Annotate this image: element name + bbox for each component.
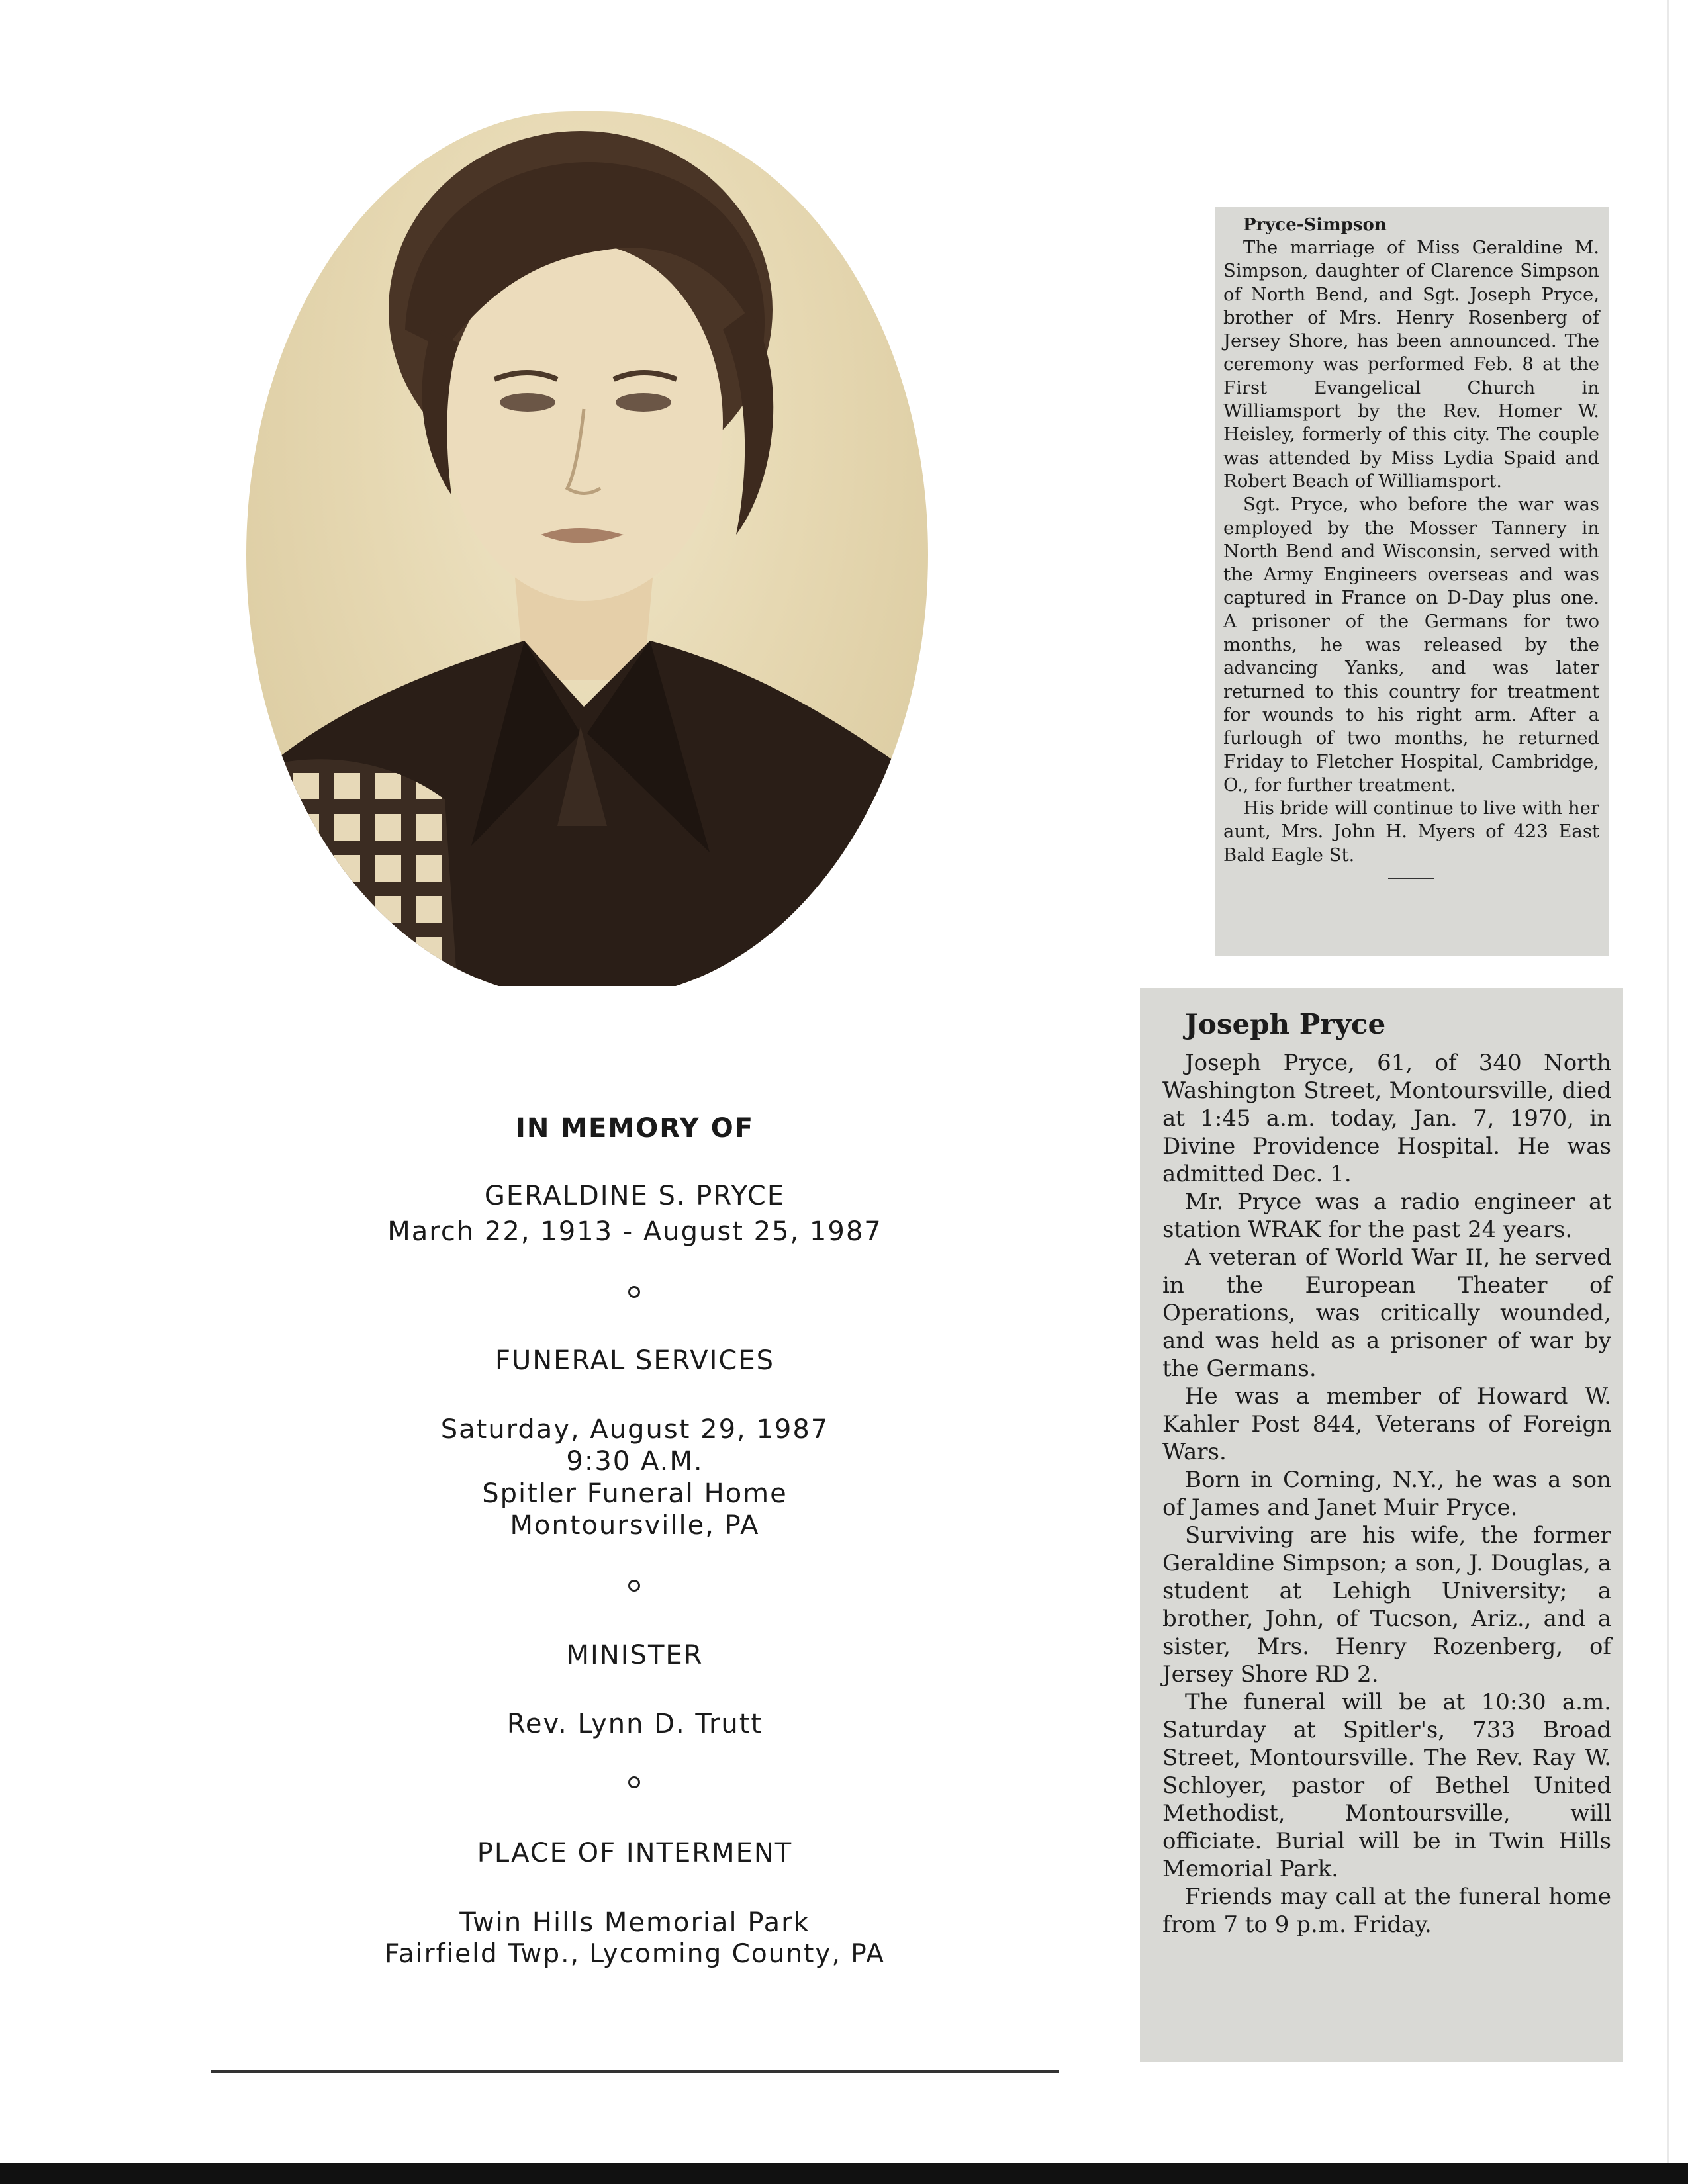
obituary-paragraph: Mr. Pryce was a radio engineer at station WRAK for the past 24 years. (1162, 1189, 1611, 1243)
obituary-paragraph: The funeral will be at 10:30 a.m. Saturday at Spitler's, 733 Broad Street, Montoursville. The Rev. Ray W. Schloyer, pastor of Bethel United Methodist, Montoursville, will officiate. Burial will be in Twin Hills Memorial Park. (1162, 1689, 1611, 1882)
interment-heading: PLACE OF INTERMENT (477, 1838, 793, 1868)
minister-name: Rev. Lynn D. Trutt (506, 1709, 763, 1739)
wedding-paragraph: The marriage of Miss Geraldine M. Simpson, daughter of Clarence Simpson of North Bend, and Sgt. Joseph Pryce, brother of Mrs. Henry Rosenberg of Jersey Shore, has been announced. The ceremony was performed Feb. 8 at the First Evangelical Church in Williamsport by the Rev. Homer W. Heisley, formerly of this city. The couple was attended by Miss Lydia Spaid and Robert Beach of Williamsport. (1223, 237, 1599, 492)
funeral-home: Spitler Funeral Home (482, 1479, 788, 1509)
obituary-clipping (1140, 988, 1623, 2062)
clipping-rule (1388, 878, 1434, 879)
obituary-paragraph: Friends may call at the funeral home from 7 to 9 p.m. Friday. (1162, 1884, 1611, 1938)
life-dates: March 22, 1913 - August 25, 1987 (387, 1216, 882, 1247)
portrait-illustration (246, 111, 928, 998)
obituary-paragraph: Joseph Pryce, 61, of 340 North Washington Street, Montoursville, died at 1:45 a.m. today, Jan. 7, 1970, in Divine Providence Hospital. He was admitted Dec. 1. (1162, 1050, 1611, 1187)
wedding-headline: Pryce-Simpson (1243, 215, 1387, 235)
service-date: Saturday, August 29, 1987 (440, 1414, 829, 1445)
wedding-announcement-clipping (1215, 207, 1609, 956)
memorial-heading: IN MEMORY OF (515, 1113, 755, 1144)
obituary-paragraph: A veteran of World War II, he served in the European Theater of Operations, was critically wounded, and was held as a prisoner of war by the Germans. (1162, 1244, 1611, 1382)
deceased-name: GERALDINE S. PRYCE (484, 1181, 786, 1211)
obituary-paragraph: He was a member of Howard W. Kahler Post 844, Veterans of Foreign Wars. (1162, 1383, 1611, 1465)
service-time: 9:30 A.M. (566, 1446, 704, 1477)
divider-dot (628, 1776, 640, 1788)
interment-place: Twin Hills Memorial Park (459, 1907, 810, 1938)
wedding-paragraph: Sgt. Pryce, who before the war was employed by the Mosser Tannery in North Bend and Wisconsin, served with the Army Engineers overseas and was captured in France on D-Day plus one. A prisoner of the Germans for two months, he was released by the advancing Yanks, and was later returned to this country for treatment for wounds to his right arm. After a furlough of two months, he returned Friday to Fletcher Hospital, Cambridge, O., for further treatment. (1223, 494, 1599, 796)
minister-heading: MINISTER (566, 1640, 704, 1670)
scan-edge (1667, 0, 1669, 2164)
obituary-paragraph: Born in Corning, N.Y., he was a son of James and Janet Muir Pryce. (1162, 1467, 1611, 1521)
memorial-card (211, 986, 1059, 2073)
divider-dot (628, 1580, 640, 1592)
wedding-paragraph: His bride will continue to live with her aunt, Mrs. John H. Myers of 423 East Bald Eagle St. (1223, 797, 1599, 866)
portrait-photo (246, 111, 928, 998)
scan-bottom-edge (0, 2163, 1688, 2184)
divider-dot (628, 1286, 640, 1298)
obituary-headline: Joseph Pryce (1185, 1008, 1386, 1040)
services-heading: FUNERAL SERVICES (494, 1345, 775, 1376)
funeral-home-location: Montoursville, PA (510, 1510, 760, 1541)
interment-location: Fairfield Twp., Lycoming County, PA (384, 1939, 885, 1969)
obituary-paragraph: Surviving are his wife, the former Geraldine Simpson; a son, J. Douglas, a student at Lehigh University; a brother, John, of Tucson, Ariz., and a sister, Mrs. Henry Rozenberg, of Jersey Shore RD 2. (1162, 1522, 1611, 1688)
